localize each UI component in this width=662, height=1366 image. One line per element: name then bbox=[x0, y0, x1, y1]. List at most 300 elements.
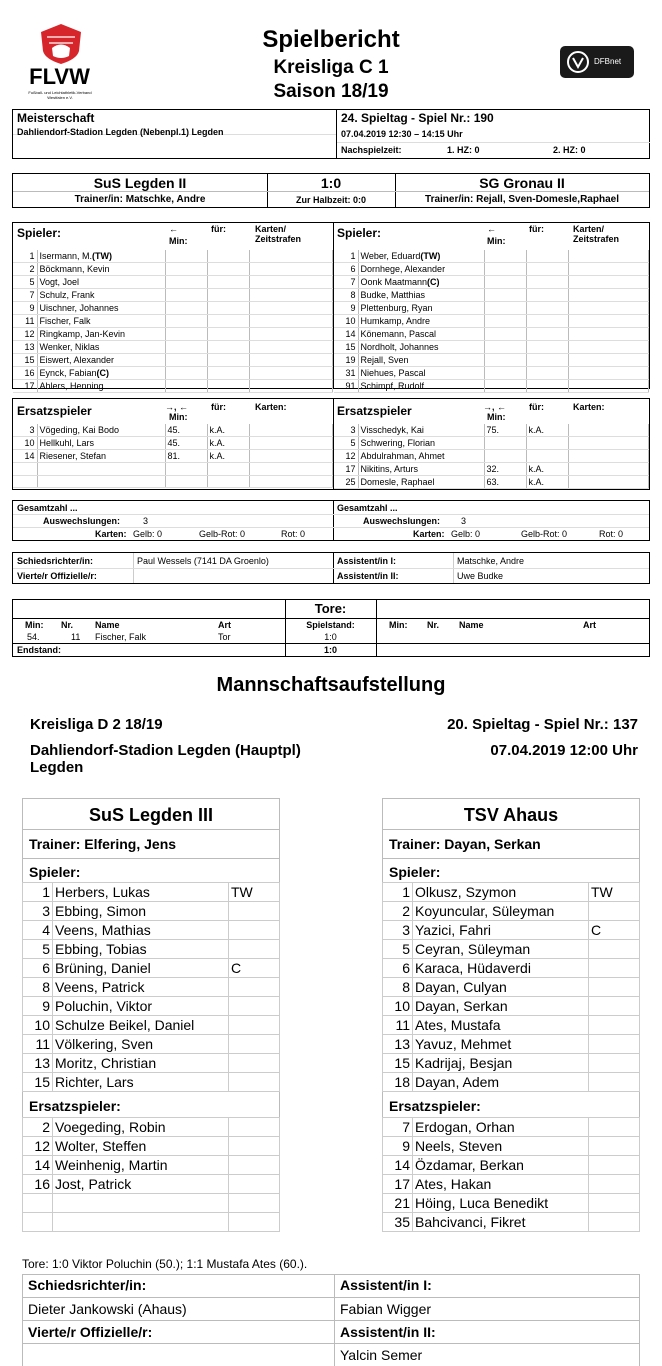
sub-for bbox=[207, 250, 249, 263]
lineup-number: 15 bbox=[383, 1054, 413, 1073]
lineup-row bbox=[23, 1213, 280, 1232]
cards bbox=[568, 437, 649, 450]
player-name-text: Weber, Eduard bbox=[360, 251, 421, 261]
cards bbox=[249, 354, 333, 367]
score-box bbox=[12, 173, 650, 208]
cards bbox=[568, 289, 649, 302]
lineup-name: Moritz, Christian bbox=[53, 1054, 229, 1073]
lineup-row bbox=[383, 1194, 640, 1213]
lineup-venue-city: Legden bbox=[30, 759, 84, 776]
sub-minute bbox=[165, 315, 207, 328]
lineup-name: Poluchin, Viktor bbox=[53, 997, 229, 1016]
venue: Dahliendorf-Stadion Legden (Nebenpl.1) Legden bbox=[17, 127, 224, 137]
sub-for bbox=[207, 380, 249, 393]
sub-for: k.A. bbox=[526, 476, 568, 489]
player-name bbox=[37, 250, 165, 263]
sub-row bbox=[13, 437, 333, 450]
lineup-name: Veens, Patrick bbox=[53, 978, 229, 997]
home-subs-table bbox=[13, 424, 333, 488]
flvw-logo bbox=[12, 20, 107, 102]
lineup-row bbox=[383, 1118, 640, 1137]
empty-row bbox=[13, 463, 333, 476]
empty-row bbox=[13, 475, 333, 488]
player-name-text: Uischner, Johannes bbox=[39, 303, 119, 313]
players-box bbox=[12, 222, 650, 389]
matchday: 24. Spieltag - Spiel Nr.: 190 bbox=[341, 111, 494, 125]
lineup-goals: Tore: 1:0 Viktor Poluchin (50.); 1:1 Mustafa Ates (60.). bbox=[22, 1257, 308, 1271]
player-row bbox=[334, 276, 649, 289]
lineup-name: Weinhenig, Martin bbox=[53, 1156, 229, 1175]
cards bbox=[249, 341, 333, 354]
cards bbox=[249, 302, 333, 315]
player-role-tag: (C) bbox=[96, 368, 110, 378]
empty-cell bbox=[165, 463, 207, 476]
player-number: 12 bbox=[13, 328, 37, 341]
home-lineup-coach: Trainer: Elfering, Jens bbox=[22, 830, 280, 859]
lineup-row bbox=[383, 997, 640, 1016]
away-lineup-players bbox=[382, 882, 640, 1092]
sub-for bbox=[526, 341, 568, 354]
sub-for bbox=[526, 315, 568, 328]
lineup-row bbox=[383, 1213, 640, 1232]
lineup-name: Yavuz, Mehmet bbox=[413, 1035, 589, 1054]
home-lineup-subs bbox=[22, 1117, 280, 1232]
empty-cell bbox=[249, 463, 333, 476]
sub-minute: 45. bbox=[165, 424, 207, 437]
lineup-role bbox=[229, 1016, 280, 1035]
goals-heading: Tore: bbox=[314, 601, 347, 616]
empty-cell bbox=[13, 463, 37, 476]
officials-box: Schiedsrichter/in: Paul Wessels (7141 DA Groenlo) Vierte/r Offizielle/r: Assistent/in I: Matschke, Andre Assistent/in II: Uwe Budke bbox=[12, 552, 650, 584]
lineup-number: 2 bbox=[23, 1118, 53, 1137]
sub-minute bbox=[484, 450, 526, 463]
sub-for bbox=[526, 263, 568, 276]
cards bbox=[568, 341, 649, 354]
lineup-row bbox=[23, 978, 280, 997]
away-lineup-coach: Trainer: Dayan, Serkan bbox=[382, 830, 640, 859]
sub-number: 17 bbox=[334, 463, 358, 476]
player-number: 11 bbox=[13, 315, 37, 328]
lineup-number: 15 bbox=[23, 1073, 53, 1092]
empty-cell bbox=[207, 463, 249, 476]
player-name bbox=[358, 328, 484, 341]
player-name bbox=[37, 367, 165, 380]
cards bbox=[568, 263, 649, 276]
lineup-role bbox=[229, 1194, 280, 1213]
sub-name: Domesle, Raphael bbox=[358, 476, 484, 489]
player-name bbox=[358, 367, 484, 380]
goals-box: Tore: Min: Nr. Name Art Spielstand: Min: Nr. Name Art 54. 11 Fischer, Falk Tor 1:0 Endstand: 1:0 bbox=[12, 599, 650, 657]
lineup-name: Kadrijaj, Besjan bbox=[413, 1054, 589, 1073]
cards bbox=[249, 437, 333, 450]
sub-row bbox=[334, 437, 649, 450]
lineup-number: 14 bbox=[23, 1156, 53, 1175]
lineup-name: Karaca, Hüdaverdi bbox=[413, 959, 589, 978]
lineup-number: 11 bbox=[383, 1016, 413, 1035]
player-row bbox=[334, 341, 649, 354]
sub-minute: 75. bbox=[484, 424, 526, 437]
empty-cell bbox=[37, 475, 165, 488]
player-row bbox=[13, 250, 333, 263]
player-name-text: Eynck, Fabian bbox=[39, 368, 97, 378]
lineup-name: Höing, Luca Benedikt bbox=[413, 1194, 589, 1213]
sub-row bbox=[13, 424, 333, 437]
lineup-assistant1: Fabian Wigger bbox=[340, 1301, 432, 1317]
away-subs-table bbox=[334, 424, 649, 489]
lineup-row bbox=[383, 902, 640, 921]
lineup-row bbox=[23, 1016, 280, 1035]
sub-for bbox=[207, 315, 249, 328]
player-name-text: Nordholt, Johannes bbox=[360, 342, 439, 352]
lineup-role bbox=[589, 997, 640, 1016]
lineup-role bbox=[229, 902, 280, 921]
empty-cell bbox=[37, 463, 165, 476]
sub-minute bbox=[165, 263, 207, 276]
empty-cell bbox=[165, 475, 207, 488]
cards bbox=[568, 354, 649, 367]
sub-minute: 32. bbox=[484, 463, 526, 476]
lineup-row bbox=[23, 1118, 280, 1137]
sub-minute bbox=[165, 250, 207, 263]
lineup-name: Yazici, Fahri bbox=[413, 921, 589, 940]
player-name-text: Könemann, Pascal bbox=[360, 329, 437, 339]
player-row bbox=[13, 276, 333, 289]
cards bbox=[249, 367, 333, 380]
home-lineup-team: SuS Legden III bbox=[22, 798, 280, 830]
player-name-text: Vogt, Joel bbox=[39, 277, 80, 287]
player-name bbox=[37, 354, 165, 367]
home-team: SuS Legden II bbox=[93, 175, 187, 191]
lineup-name: Dayan, Culyan bbox=[413, 978, 589, 997]
lineup-role bbox=[229, 940, 280, 959]
lineup-row bbox=[383, 921, 640, 940]
player-name bbox=[37, 263, 165, 276]
sub-minute bbox=[484, 302, 526, 315]
lineup-number: 3 bbox=[383, 921, 413, 940]
home-players-table bbox=[13, 250, 333, 393]
lineup-row bbox=[383, 1175, 640, 1194]
final-score: 1:0 bbox=[320, 175, 342, 191]
lineup-row bbox=[383, 940, 640, 959]
sub-for bbox=[526, 354, 568, 367]
sub-name: Abdulrahman, Ahmet bbox=[358, 450, 484, 463]
lineup-name: Erdogan, Orhan bbox=[413, 1118, 589, 1137]
lineup-number: 10 bbox=[383, 997, 413, 1016]
empty-cell bbox=[207, 475, 249, 488]
lineup-row bbox=[23, 883, 280, 902]
lineup-row bbox=[23, 1054, 280, 1073]
lineup-row bbox=[23, 1175, 280, 1194]
sub-for: k.A. bbox=[526, 424, 568, 437]
sub-name: Vögeding, Kai Bodo bbox=[37, 424, 165, 437]
lineup-datetime: 07.04.2019 12:00 Uhr bbox=[490, 742, 638, 759]
lineup-number: 11 bbox=[23, 1035, 53, 1054]
lineup-row bbox=[23, 997, 280, 1016]
player-row bbox=[334, 380, 649, 393]
sub-minute bbox=[484, 276, 526, 289]
lineup-name: Bahcivanci, Fikret bbox=[413, 1213, 589, 1232]
sub-number: 12 bbox=[334, 450, 358, 463]
sub-minute bbox=[165, 328, 207, 341]
lineup-title: Mannschaftsaufstellung bbox=[216, 674, 446, 696]
lineup-number: 9 bbox=[23, 997, 53, 1016]
player-name bbox=[358, 289, 484, 302]
away-lineup: TSV Ahaus Trainer: Dayan, Serkan Spieler: 1 Olkusz, Szymon TW 2 Koyuncular, Süleyman 3 Yazici, Fahri C 5 Ceyran, Süleyman 6 Karaca, Hüdaverdi 8 Dayan, Culyan 10 Dayan, Serkan 11 Ates, Mustafa 13 Yavuz, Mehmet 15 Kadrijaj, Besjan 18 Dayan, Adem Ersatzspieler: 7 Erdogan, Orhan 9 Neels, Steven 14 Özdamar, Berkan 17 Ates, Hakan 21 Höing, Luca Benedikt 35 Bahcivanci, Fikret bbox=[382, 798, 640, 1232]
sub-for bbox=[207, 367, 249, 380]
sub-minute bbox=[484, 354, 526, 367]
player-name bbox=[358, 263, 484, 276]
lineup-number: 8 bbox=[23, 978, 53, 997]
lineup-matchday: 20. Spieltag - Spiel Nr.: 137 bbox=[447, 716, 638, 733]
player-name bbox=[37, 302, 165, 315]
player-role-tag: (TW) bbox=[92, 251, 113, 261]
lineup-number: 8 bbox=[383, 978, 413, 997]
sub-number: 10 bbox=[13, 437, 37, 450]
lineup-name: Dayan, Serkan bbox=[413, 997, 589, 1016]
lineup-number: 5 bbox=[23, 940, 53, 959]
lineup-row bbox=[23, 959, 280, 978]
player-name bbox=[358, 341, 484, 354]
lineup-name: Wolter, Steffen bbox=[53, 1137, 229, 1156]
home-coach: Trainer/in: Matschke, Andre bbox=[74, 194, 206, 205]
lineup-number: 18 bbox=[383, 1073, 413, 1092]
assistant2-name: Uwe Budke bbox=[457, 571, 504, 581]
player-number: 7 bbox=[334, 276, 358, 289]
cards bbox=[249, 263, 333, 276]
lineup-role bbox=[589, 1194, 640, 1213]
lineup-name: Dayan, Adem bbox=[413, 1073, 589, 1092]
cards bbox=[568, 424, 649, 437]
player-name bbox=[37, 380, 165, 393]
cards bbox=[249, 276, 333, 289]
player-name-text: Plettenburg, Ryan bbox=[360, 303, 433, 313]
player-name-text: Isermann, M. bbox=[39, 251, 93, 261]
cards bbox=[249, 424, 333, 437]
player-number: 15 bbox=[13, 354, 37, 367]
lineup-role bbox=[589, 1156, 640, 1175]
sub-for: k.A. bbox=[207, 437, 249, 450]
sub-for bbox=[207, 289, 249, 302]
lineup-number: 17 bbox=[383, 1175, 413, 1194]
sub-for bbox=[526, 250, 568, 263]
extra-time-second: 2. HZ: 0 bbox=[553, 145, 586, 155]
player-name bbox=[37, 341, 165, 354]
sub-minute bbox=[484, 289, 526, 302]
player-number: 5 bbox=[13, 276, 37, 289]
sub-number: 5 bbox=[334, 437, 358, 450]
home-players-head: Spieler: ← Min: für: Karten/ Zeitstrafen bbox=[17, 224, 302, 246]
goal-type: Tor bbox=[218, 632, 231, 642]
sub-minute bbox=[484, 367, 526, 380]
lineup-role bbox=[589, 1035, 640, 1054]
lineup-row bbox=[383, 883, 640, 902]
lineup-name: Ceyran, Süleyman bbox=[413, 940, 589, 959]
lineup-number: 6 bbox=[383, 959, 413, 978]
sub-for bbox=[526, 276, 568, 289]
player-name-text: Böckmann, Kevin bbox=[39, 264, 110, 274]
lineup-number bbox=[23, 1213, 53, 1232]
player-number: 8 bbox=[334, 289, 358, 302]
lineup-row bbox=[23, 1156, 280, 1175]
lineup-name: Richter, Lars bbox=[53, 1073, 229, 1092]
player-number: 17 bbox=[13, 380, 37, 393]
cards bbox=[568, 328, 649, 341]
player-role-tag: (TW) bbox=[420, 251, 441, 261]
lineup-name: Schulze Beikel, Daniel bbox=[53, 1016, 229, 1035]
player-name bbox=[358, 276, 484, 289]
lineup-role bbox=[589, 959, 640, 978]
sub-minute: 63. bbox=[484, 476, 526, 489]
sub-row bbox=[334, 424, 649, 437]
lineup-name: Voegeding, Robin bbox=[53, 1118, 229, 1137]
sub-name: Schwering, Florian bbox=[358, 437, 484, 450]
sub-name: Riesener, Stefan bbox=[37, 450, 165, 463]
lineup-role: C bbox=[229, 959, 280, 978]
extra-time-label: Nachspielzeit: bbox=[341, 145, 402, 155]
lineup-number: 2 bbox=[383, 902, 413, 921]
lineup-role bbox=[229, 1137, 280, 1156]
sub-for bbox=[207, 276, 249, 289]
lineup-role bbox=[229, 1035, 280, 1054]
cards bbox=[568, 450, 649, 463]
player-row bbox=[13, 380, 333, 393]
cards bbox=[568, 367, 649, 380]
player-name-text: Fischer, Falk bbox=[39, 316, 91, 326]
lineup-role bbox=[589, 1175, 640, 1194]
lineup-number: 9 bbox=[383, 1137, 413, 1156]
lineup-number: 7 bbox=[383, 1118, 413, 1137]
lineup-row bbox=[383, 1156, 640, 1175]
player-number: 9 bbox=[334, 302, 358, 315]
away-team: SG Gronau II bbox=[479, 175, 565, 191]
lineup-row bbox=[23, 940, 280, 959]
sub-for bbox=[526, 450, 568, 463]
sub-minute: 45. bbox=[165, 437, 207, 450]
player-number: 1 bbox=[13, 250, 37, 263]
player-number: 1 bbox=[334, 250, 358, 263]
cards bbox=[568, 463, 649, 476]
sub-for: k.A. bbox=[207, 424, 249, 437]
goal-number: 11 bbox=[71, 632, 81, 642]
player-name bbox=[358, 380, 484, 393]
sub-name: Hellkuhl, Lars bbox=[37, 437, 165, 450]
sub-minute bbox=[484, 328, 526, 341]
lineup-role bbox=[229, 1213, 280, 1232]
cards bbox=[249, 289, 333, 302]
lineup-role: C bbox=[589, 921, 640, 940]
player-row bbox=[13, 328, 333, 341]
match-info-box bbox=[12, 109, 650, 159]
extra-time-first: 1. HZ: 0 bbox=[447, 145, 480, 155]
sub-row bbox=[13, 450, 333, 463]
lineup-row bbox=[383, 1016, 640, 1035]
sub-minute bbox=[484, 315, 526, 328]
player-name-text: Dornhege, Alexander bbox=[360, 264, 446, 274]
lineup-number: 13 bbox=[383, 1035, 413, 1054]
datetime: 07.04.2019 12:30 – 14:15 Uhr bbox=[341, 129, 463, 139]
sub-row bbox=[334, 463, 649, 476]
lineup-name bbox=[53, 1213, 229, 1232]
player-name-text: Niehues, Pascal bbox=[360, 368, 426, 378]
sub-minute bbox=[165, 289, 207, 302]
lineup-role bbox=[589, 940, 640, 959]
cards bbox=[249, 380, 333, 393]
cards bbox=[568, 476, 649, 489]
report-league: Kreisliga C 1 bbox=[273, 57, 389, 78]
empty-cell bbox=[13, 475, 37, 488]
away-lineup-subs bbox=[382, 1117, 640, 1232]
report-title: Spielbericht bbox=[262, 26, 400, 53]
lineup-role bbox=[229, 997, 280, 1016]
lineup-role: TW bbox=[229, 883, 280, 902]
player-row bbox=[334, 263, 649, 276]
lineup-name bbox=[53, 1194, 229, 1213]
lineup-number: 13 bbox=[23, 1054, 53, 1073]
cards bbox=[568, 315, 649, 328]
sub-minute bbox=[165, 302, 207, 315]
player-name bbox=[358, 315, 484, 328]
sub-for: k.A. bbox=[207, 450, 249, 463]
cards bbox=[249, 450, 333, 463]
player-row bbox=[13, 367, 333, 380]
lineup-row bbox=[383, 959, 640, 978]
player-row bbox=[334, 328, 649, 341]
player-number: 91 bbox=[334, 380, 358, 393]
player-number: 16 bbox=[13, 367, 37, 380]
lineup-name: Ebbing, Tobias bbox=[53, 940, 229, 959]
goal-score: 1:0 bbox=[324, 632, 337, 642]
lineup-role bbox=[589, 978, 640, 997]
player-name-text: Ahlers, Henning bbox=[39, 381, 104, 391]
goal-scorer: Fischer, Falk bbox=[95, 632, 147, 642]
sub-for: k.A. bbox=[526, 463, 568, 476]
dfbnet-label: DFBnet bbox=[594, 57, 622, 66]
player-row bbox=[13, 354, 333, 367]
lineup-role bbox=[229, 921, 280, 940]
lineup-number: 14 bbox=[383, 1156, 413, 1175]
lineup-name: Jost, Patrick bbox=[53, 1175, 229, 1194]
sub-for bbox=[526, 380, 568, 393]
lineup-name: Brüning, Daniel bbox=[53, 959, 229, 978]
cards bbox=[249, 328, 333, 341]
sub-for bbox=[526, 437, 568, 450]
lineup-role bbox=[589, 1016, 640, 1035]
player-name-text: Schimpf, Rudolf bbox=[360, 381, 425, 391]
lineup-row bbox=[383, 1137, 640, 1156]
home-lineup: SuS Legden III Trainer: Elfering, Jens Spieler: 1 Herbers, Lukas TW 3 Ebbing, Simon 4 Veens, Mathias 5 Ebbing, Tobias 6 Brüning, Daniel C 8 Veens, Patrick 9 Poluchin, Viktor 10 Schulze Beikel, Daniel 11 Völkering, Sven 13 Moritz, Christian 15 Richter, Lars Ersatzspieler: 2 Voegeding, Robin 12 Wolter, Steffen 14 Weinhenig, Martin 16 Jost, Patrick bbox=[22, 798, 280, 1232]
lineup-row bbox=[383, 978, 640, 997]
sub-for bbox=[207, 263, 249, 276]
sub-number: 14 bbox=[13, 450, 37, 463]
lineup-number bbox=[23, 1194, 53, 1213]
player-name-text: Wenker, Niklas bbox=[39, 342, 100, 352]
lineup-role bbox=[589, 1213, 640, 1232]
away-players-head: Spieler: ← Min: für: Karten/ Zeitstrafen bbox=[337, 224, 620, 246]
sub-minute: 81. bbox=[165, 450, 207, 463]
lineup-role bbox=[229, 1054, 280, 1073]
lineup-number: 21 bbox=[383, 1194, 413, 1213]
player-number: 2 bbox=[13, 263, 37, 276]
home-lineup-players bbox=[22, 882, 280, 1092]
player-name bbox=[37, 328, 165, 341]
sub-for bbox=[207, 328, 249, 341]
player-row bbox=[334, 289, 649, 302]
lineup-role bbox=[589, 1118, 640, 1137]
lineup-name: Özdamar, Berkan bbox=[413, 1156, 589, 1175]
lineup-referee: Dieter Jankowski (Ahaus) bbox=[28, 1301, 187, 1317]
lineup-name: Koyuncular, Süleyman bbox=[413, 902, 589, 921]
lineup-assistant2: Yalcin Semer bbox=[340, 1347, 423, 1363]
